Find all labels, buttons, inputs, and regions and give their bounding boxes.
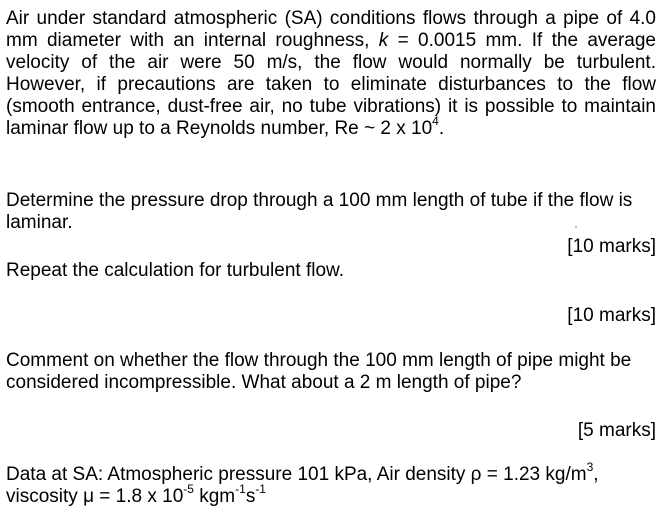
re-exponent: 4 [432, 113, 439, 128]
intro-text-1: Air under standard atmospheric (SA) conditions flows through a pipe of 4.0 mm diameter with an internal roughness, [6, 8, 656, 51]
unit-s: s [245, 486, 256, 507]
part-a-question: Determine the pressure drop through a 100 mm length of tube if the flow is laminar. [6, 190, 633, 233]
unit-m-exponent: -1 [235, 481, 246, 496]
part-a-marks: [10 marks] [567, 236, 656, 257]
k-symbol: k [378, 30, 389, 51]
unit-kgm: kgm [193, 486, 236, 507]
data-text-a: Data at SA: Atmospheric pressure 101 kPa, Air density ρ = 1.23 kg/m [6, 464, 587, 485]
part-b-marks: [10 marks] [567, 305, 656, 326]
intro-paragraph [6, 8, 656, 140]
part-c-marks: [5 marks] [577, 420, 656, 441]
data-line-1 [6, 459, 656, 486]
unit-s-exponent: -1 [255, 481, 266, 496]
data-text-b: , [593, 464, 599, 485]
data-line-2 [6, 481, 656, 508]
density-exponent: 3 [586, 459, 594, 474]
part-c-question: Comment on whether the flow through the 100 mm length of pipe might be considered incompressible. What about a 2 m length of pipe? [6, 350, 632, 393]
part-b-question: Repeat the calculation for turbulent flow. [6, 260, 344, 281]
intro-end: . [438, 118, 445, 139]
scan-speck [575, 226, 577, 228]
intro-text-2: = 0.0015 mm. If the average velocity of the air were 50 m/s, the flow would normally be turbulent. However, if precautions are taken to eliminate disturbances to the flow (smooth entrance, dust-free air, no tube vibrations) it is possible to maintain laminar flow up to a Reynolds number, Re ~ 2 x 10 [6, 30, 657, 139]
viscosity-exponent: -5 [183, 481, 194, 496]
viscosity-text: viscosity μ = 1.8 x 10 [6, 486, 184, 507]
